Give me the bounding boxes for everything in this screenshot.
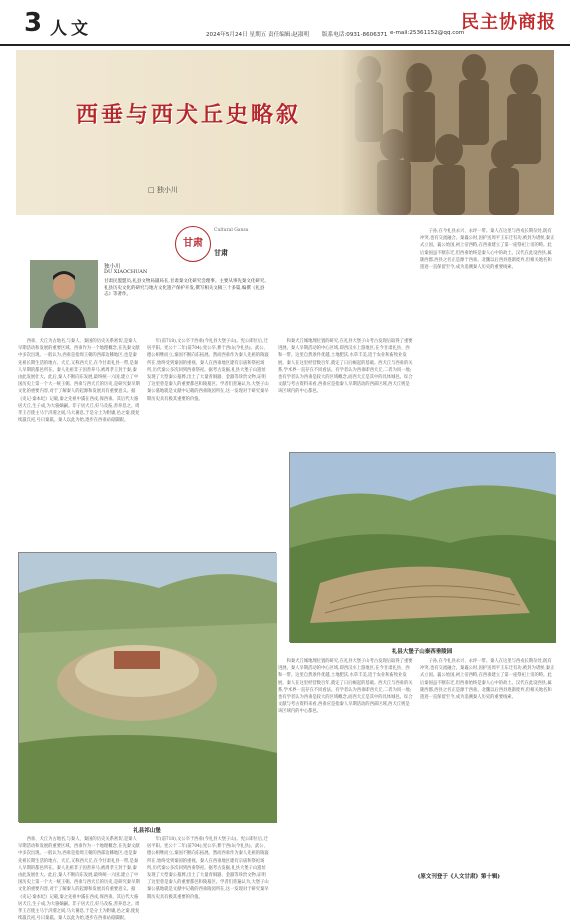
body-paragraph: 西垂、犬丘为古地名,与秦人、秦国的历史关系密切,是秦人早期活动和发展的重要区域。西垂作为一个地理概念,在先秦文献中多次出现。一般认为,西垂是指周王朝的西部边陲地区,也是秦先祖长期生活的地方。犬丘,又称西犬丘,在今甘肃礼县一带,是秦人早期的都邑所在。秦人先祖非子因善养马,被周孝王封于秦,秦由此发展壮大。此后,秦人不断向东发展,最终统一六国,建立了中国历史上第一个大一统王朝。西垂与西犬丘的历史,是研究秦早期文化的重要内容,对于了解秦人的起源和发展具有重要意义。据《史记·秦本纪》记载,秦之先祖中潏在西戎,保西垂。其后代大骆居犬丘,生子成,为大骆嫡嗣。非子居犬丘,好马及畜,善养息之。周孝王召使主马于汧渭之间,马大蕃息,于是分土为附庸,邑之秦,使复续嬴氏祀,号曰秦嬴。秦人以此为始,逐步在西垂站稳脚跟。 [18,339,140,424]
title-banner [16,50,554,215]
body-column-8 [147,836,269,900]
body-paragraph: 和秦犬丘城地理位置的研究,在礼县大堡子山考古发现后取得了重要进展。秦人早期活动的中心区域,即西汉水上游地区,在今甘肃礼县、西和一带。这里自然条件优越,土地肥沃,水草丰美,适于农业和畜牧业发展。秦人在这里经营数百年,奠定了日后崛起的基础。西犬丘与西垂的关系,学术界一直存在不同看法。有学者认为西垂即西犬丘,二者为同一地;也有学者认为西垂是较大的区域概念,而西犬丘是其中的具体城邑。综合文献与考古资料来看,西垂应是指秦人早期活动的西部区域,西犬丘则是该区域内的中心都邑。 [278,339,413,395]
bio-name: 独小川 [104,264,121,270]
body-column-1 [18,338,140,548]
editor-text: 责任编辑:赵淑明 [268,32,310,38]
column-seal: 甘肃 [175,226,211,262]
body-paragraph: 和秦犬丘城地理位置的研究,在礼县大堡子山考古发现后取得了重要进展。秦人早期活动的中心区域,即西汉水上游地区,在今甘肃礼县、西和一带。这里自然条件优越,土地肥沃,水草丰美,适于农业和畜牧业发展。秦人在这里经营数百年,奠定了日后崛起的基础。西犬丘与西垂的关系,学术界一直存在不同看法。有学者认为西垂即西犬丘,二者为同一地;也有学者认为西垂是较大的区域概念,而西犬丘是其中的具体城邑。综合文献与考古资料来看,西垂应是指秦人早期活动的西部区域,西犬丘则是该区域内的中心都邑。 [278,659,413,715]
author-byline: □ 独小川 [148,186,178,194]
body-paragraph: 子孙,在今礼县永兴、永坪一带。秦人在这里与西戎长期杂处,既有冲突,也有交流融合。秦襄公时,因护送周平王东迁有功,被封为诸侯,秦正式立国。襄公始国,祠上帝西畤,在西垂建立了第一座祭祀上帝的畤。此后秦国虽不断东迁,但西垂始终是秦人心中的故土。汉代在此设西县,属陇西郡,西县之名正是源于西垂。北魏以后西县逐渐废弃,但相关地名和遗迹一直保留至今,成为追溯秦人历史的重要线索。 [420,659,555,701]
body-column-6 [420,658,555,868]
body-column-4 [420,228,555,446]
body-paragraph: 年(前718),文公卒于西垂(今礼县大堡子山)。宪公即位后,迁居平阳。宪公十二年(前704),宪公卒,葬于西山(今礼县)。武公、德公相继而立,秦国不断向东拓展。然而西垂作为秦人先祖的陵寝所在,始终受到秦国的重视。秦人在西垂地区建有宗庙和祭祀场所,历代秦公多次回到西垂祭祀。据考古发掘,礼县大堡子山遗址发现了大型秦公墓葬,出土了大量青铜器、金器等珍贵文物,证明了这里曾是秦人的重要都邑和陵墓区。学者们普遍认为,大堡子山秦公墓地就是文献中记载的西垂陵园所在,这一发现对于研究秦早期历史具有极其重要的价值。 [147,339,269,402]
body-column-7 [18,836,140,922]
bio-text: 甘肃民盟盟员,礼县文物局副局长,甘肃秦文化研究会理事。主要从事先秦文化研究、礼县历史文化的研究与地方文化遗产保护开发,撰写相关文稿三十多篇,编撰《礼县志》等著作。 [104,279,269,297]
body-column-5 [278,658,413,868]
bio-name-en: DU XIAOCHUAN [104,269,148,275]
photo-caption-2: 礼县祁山堡 [133,828,161,834]
photo-dabaozi-mountain [289,452,555,642]
body-paragraph: 年(前718),文公卒于西垂(今礼县大堡子山)。宪公即位后,迁居平阳。宪公十二年(前704),宪公卒,葬于西山(今礼县)。武公、德公相继而立,秦国不断向东拓展。然而西垂作为秦人先祖的陵寝所在,始终受到秦国的重视。秦人在西垂地区建有宗庙和祭祀场所,历代秦公多次回到西垂祭祀。据考古发掘,礼县大堡子山遗址发现了大型秦公墓葬,出土了大量青铜器、金器等珍贵文物,证明了这里曾是秦人的重要都邑和陵墓区。学者们普遍认为,大堡子山秦公墓地就是文献中记载的西垂陵园所在,这一发现对于研究秦早期历史具有极其重要的价值。 [147,837,269,900]
section-title: 人文 [50,19,92,39]
photo-qishan-fort [18,552,276,822]
body-paragraph: 子孙,在今礼县永兴、永坪一带。秦人在这里与西戎长期杂处,既有冲突,也有交流融合。秦襄公时,因护送周平王东迁有功,被封为诸侯,秦正式立国。襄公始国,祠上帝西畤,在西垂建立了第一座祭祀上帝的畤。此后秦国虽不断东迁,但西垂始终是秦人心中的故土。汉代在此设西县,属陇西郡,西县之名正是源于西垂。北魏以后西县逐渐废弃,但相关地名和遗迹一直保留至今,成为追溯秦人历史的重要线索。 [420,229,555,271]
page-number: 3 [24,8,43,38]
column-label: 甘肃 [214,248,228,257]
phone-text: 版系电话:0931-8606371 [322,32,388,38]
source-note: (原文刊登于《人文甘肃》第十辑) [417,874,500,880]
article-title: 西垂与西犬丘史略叙 [76,102,302,128]
terracotta-warriors-image [339,50,554,215]
email-text: e-mail:25361152@qq.com [390,30,465,36]
body-column-3 [278,338,413,446]
photo-caption-1: 礼县大堡子山秦西垂陵园 [391,649,453,655]
culture-label: Cultural Gansu [214,228,249,233]
date-text: 2024年5月24日 星期五 [206,32,267,38]
author-portrait [30,260,98,328]
body-paragraph: 西垂、犬丘为古地名,与秦人、秦国的历史关系密切,是秦人早期活动和发展的重要区域。西垂作为一个地理概念,在先秦文献中多次出现。一般认为,西垂是指周王朝的西部边陲地区,也是秦先祖长期生活的地方。犬丘,又称西犬丘,在今甘肃礼县一带,是秦人早期的都邑所在。秦人先祖非子因善养马,被周孝王封于秦,秦由此发展壮大。此后,秦人不断向东发展,最终统一六国,建立了中国历史上第一个大一统王朝。西垂与西犬丘的历史,是研究秦早期文化的重要内容,对于了解秦人的起源和发展具有重要意义。据《史记·秦本纪》记载,秦之先祖中潏在西戎,保西垂。其后代大骆居犬丘,生子成,为大骆嫡嗣。非子居犬丘,好马及畜,善养息之。周孝王召使主马于汧渭之间,马大蕃息,于是分土为附庸,邑之秦,使复续嬴氏祀,号曰秦嬴。秦人以此为始,逐步在西垂站稳脚跟。 [18,837,140,922]
newspaper-logo: 民主协商报 [461,12,556,33]
page-header [0,0,570,46]
